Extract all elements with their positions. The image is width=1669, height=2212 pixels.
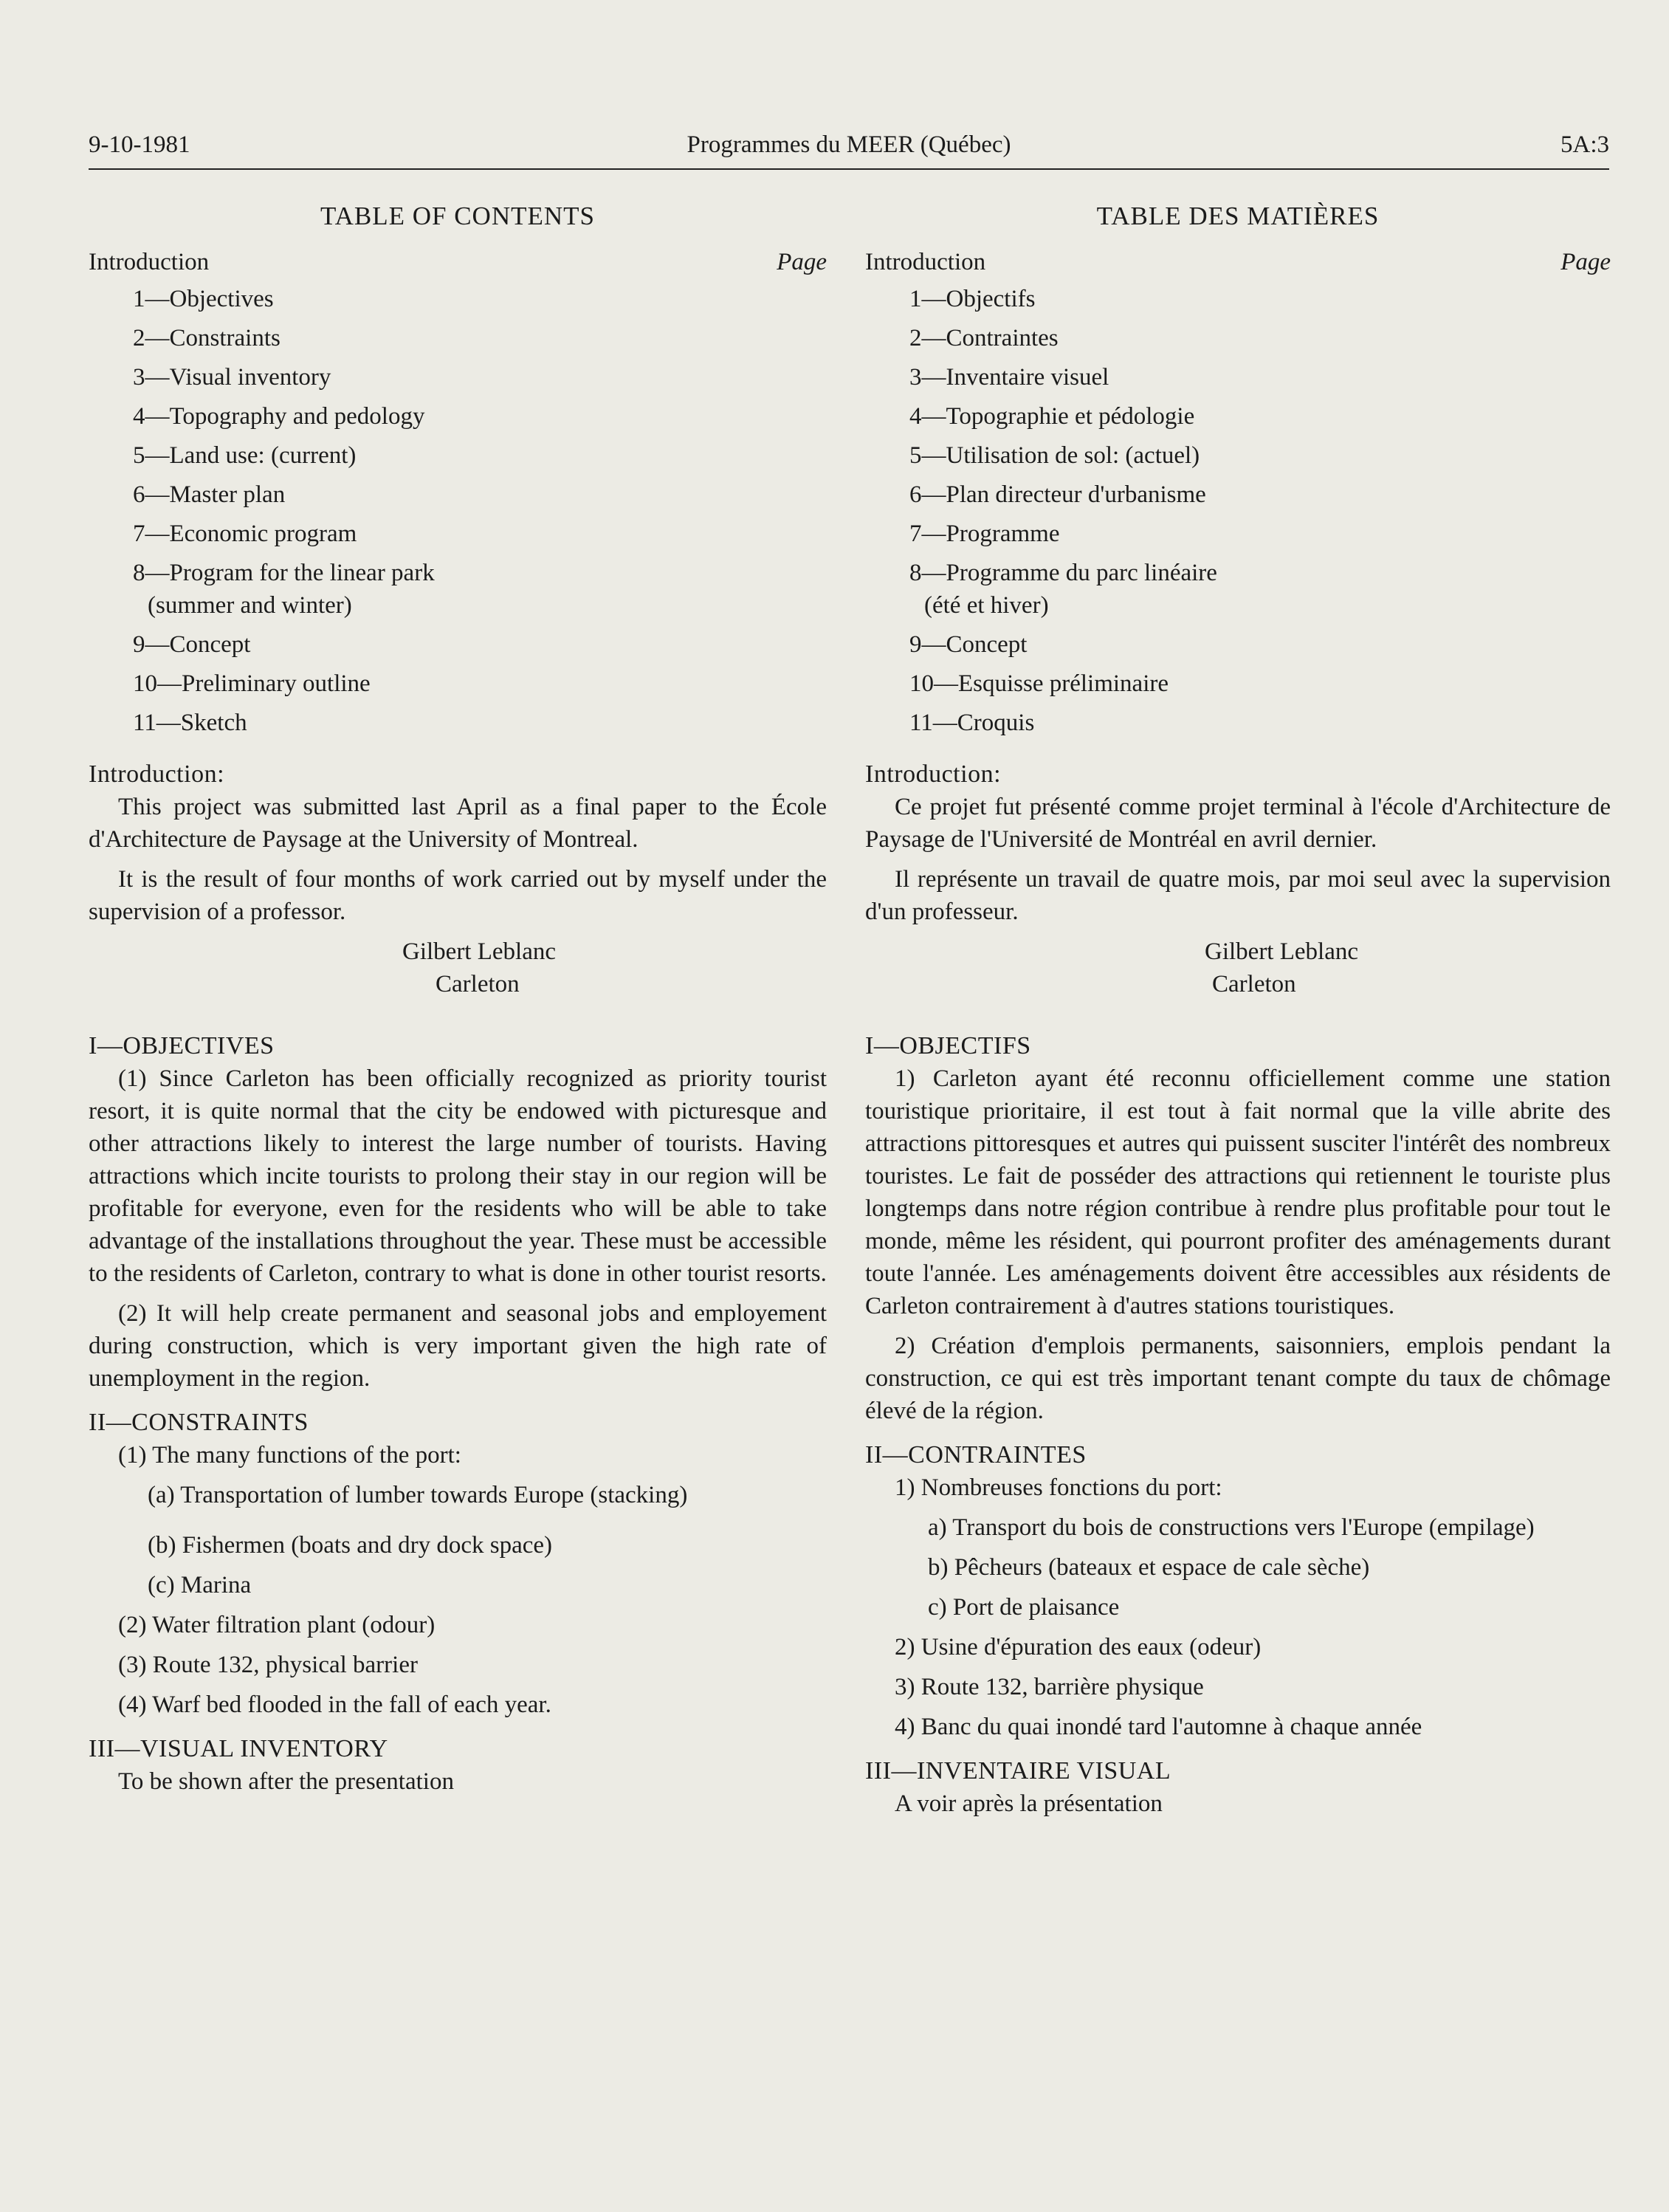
constraint-item: 1) Nombreuses fonctions du port: — [895, 1474, 1222, 1501]
toc-item: 11—Sketch — [133, 710, 247, 736]
signature-name: Gilbert Leblanc — [1205, 938, 1358, 965]
intro-paragraph: Ce projet fut présenté comme projet terminal à l'école d'Architecture de Paysage de l'Université de Montréal en avril dernier. — [865, 794, 1611, 853]
signature — [89, 935, 827, 1000]
visual-inventory-heading: III—VISUAL INVENTORY — [89, 1735, 388, 1762]
toc-item-8-continuation: (summer and winter) — [148, 592, 352, 619]
constraint-subitem: b) Pêcheurs (bateaux et espace de cale sèche) — [928, 1554, 1370, 1581]
toc-item-8-text: 8—Program for the linear park — [133, 560, 435, 586]
objectives-paragraph: (1) Since Carleton has been officially recognized as priority tourist resort, it is quite normal that the city be endowed with picturesque and other attractions likely to interest the large number of tourists. Having attractions which incite tourists to prolong their stay in our region will be profitable for everyone, even for the residents who will be able to take advantage of the installations throughout the year. These must be accessible to the residents of Carleton, contrary to what is done in other tourist resorts. — [89, 1065, 827, 1287]
signature — [865, 935, 1611, 1000]
header-rule — [89, 168, 1609, 170]
toc-item: 4—Topography and pedology — [133, 403, 425, 430]
constraint-item: (2) Water filtration plant (odour) — [118, 1612, 436, 1638]
signature-place: Carleton — [1212, 971, 1296, 997]
intro-heading: Introduction: — [865, 760, 1002, 788]
constraint-subitem: c) Port de plaisance — [928, 1594, 1120, 1621]
english-column — [89, 196, 827, 1805]
toc-item: 10—Esquisse préliminaire — [909, 670, 1169, 697]
toc-page-label: Page — [1560, 249, 1611, 275]
toc-item: 2—Contraintes — [909, 325, 1059, 351]
signature-place: Carleton — [436, 971, 520, 997]
constraint-item: (1) The many functions of the port: — [118, 1442, 461, 1469]
constraints-heading: II—CONSTRAINTS — [89, 1409, 309, 1436]
visual-inventory-text: To be shown after the presentation — [118, 1768, 454, 1795]
constraint-item: 2) Usine d'épuration des eaux (odeur) — [895, 1634, 1262, 1660]
page-header — [89, 131, 1609, 168]
constraint-item: 4) Banc du quai inondé tard l'automne à chaque année — [895, 1714, 1422, 1740]
toc-intro-label: Introduction — [865, 249, 986, 275]
toc-item: 4—Topographie et pédologie — [909, 403, 1195, 430]
constraint-item: 3) Route 132, barrière physique — [895, 1674, 1204, 1700]
header-date: 9-10-1981 — [89, 131, 190, 158]
visual-inventory-text: A voir après la présentation — [895, 1790, 1163, 1817]
constraints-heading: II—CONTRAINTES — [865, 1441, 1087, 1469]
constraint-subitem: a) Transport du bois de constructions vers l'Europe (empilage) — [928, 1514, 1535, 1541]
toc-item-8 — [89, 557, 827, 622]
toc-item: 1—Objectifs — [909, 286, 1036, 312]
toc-header-row — [865, 246, 1611, 278]
toc-item-8-continuation: (été et hiver) — [924, 592, 1049, 619]
objectives-paragraph: (2) It will help create permanent and seasonal jobs and employement during construction, which is very important given the high rate of unemployment in the region. — [89, 1300, 827, 1392]
toc-item: 1—Objectives — [133, 286, 274, 312]
toc-item: 9—Concept — [133, 631, 251, 658]
toc-item: 9—Concept — [909, 631, 1028, 658]
toc-item: 5—Utilisation de sol: (actuel) — [909, 442, 1200, 469]
objectives-paragraph: 1) Carleton ayant été reconnu officiellement comme une station touristique prioritaire, il est tout à fait normal que la ville abrite des attractions pittoresques et autres qui puissent susciter l'intérêt des nombreux touristes. Le fait de posséder des attractions qui retiennent le touriste plus longtemps dans notre région contribue à rendre plus profitable pour tout le monde, même les résident, qui pourront profiter des aménagements durant toute l'année. Les aménagements doivent être accessibles aux résidents de Carleton contrairement à d'autres stations touristiques. — [865, 1065, 1611, 1319]
toc-item: 2—Constraints — [133, 325, 281, 351]
toc-item-8 — [865, 557, 1611, 622]
toc-item: 11—Croquis — [909, 710, 1035, 736]
intro-paragraph: This project was submitted last April as a final paper to the École d'Architecture de Paysage at the University of Montreal. — [89, 794, 827, 853]
constraint-subitem: (a) Transportation of lumber towards Europe (stacking) — [148, 1482, 688, 1508]
toc-item-8-text: 8—Programme du parc linéaire — [909, 560, 1217, 586]
intro-paragraph: Il représente un travail de quatre mois, par moi seul avec la supervision d'un professeur. — [865, 866, 1611, 925]
constraint-subitem: (c) Marina — [148, 1572, 252, 1598]
toc-intro-label: Introduction — [89, 249, 210, 275]
toc-page-label: Page — [777, 249, 827, 275]
toc-item: 5—Land use: (current) — [133, 442, 357, 469]
toc-item: 10—Preliminary outline — [133, 670, 371, 697]
constraint-item: (3) Route 132, physical barrier — [118, 1652, 418, 1678]
toc-item: 6—Master plan — [133, 481, 286, 508]
toc-item: 6—Plan directeur d'urbanisme — [909, 481, 1206, 508]
toc-header-row — [89, 246, 827, 278]
toc-item: 7—Economic program — [133, 521, 357, 547]
visual-inventory-heading: III—INVENTAIRE VISUAL — [865, 1757, 1171, 1785]
objectives-paragraph: 2) Création d'emplois permanents, saisonniers, emplois pendant la construction, ce qui est très important tenant compte du taux de chômage élevé de la région. — [865, 1333, 1611, 1424]
objectives-heading: I—OBJECTIFS — [865, 1032, 1031, 1059]
intro-paragraph: It is the result of four months of work carried out by myself under the supervision of a professor. — [89, 866, 827, 925]
intro-heading: Introduction: — [89, 760, 225, 788]
constraint-item: (4) Warf bed flooded in the fall of each year. — [118, 1691, 551, 1718]
toc-list — [865, 283, 1611, 739]
toc-title: TABLE DES MATIÈRES — [1096, 202, 1380, 230]
constraint-subitem: (b) Fishermen (boats and dry dock space) — [148, 1532, 552, 1559]
toc-item: 3—Visual inventory — [133, 364, 331, 391]
objectives-heading: I—OBJECTIVES — [89, 1032, 275, 1059]
french-column — [865, 196, 1611, 1827]
signature-name: Gilbert Leblanc — [402, 938, 556, 965]
toc-title: TABLE OF CONTENTS — [320, 202, 595, 230]
header-title: Programmes du MEER (Québec) — [686, 131, 1011, 158]
toc-item: 7—Programme — [909, 521, 1060, 547]
toc-list — [89, 283, 827, 739]
header-page-number: 5A:3 — [1560, 131, 1609, 158]
toc-item: 3—Inventaire visuel — [909, 364, 1109, 391]
